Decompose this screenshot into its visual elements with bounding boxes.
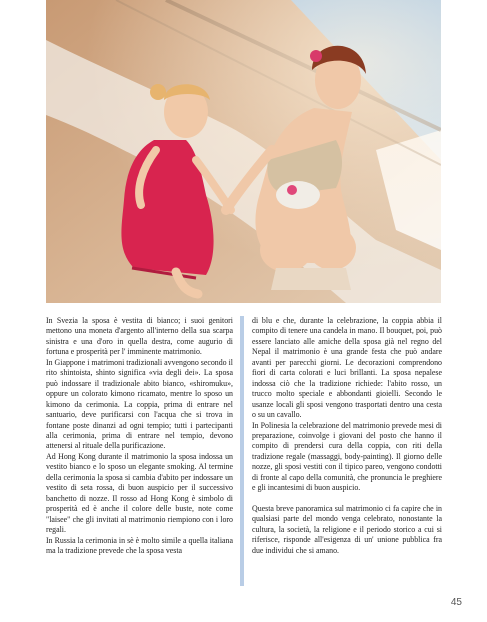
article-paragraph: In Russia la cerimonia in sè è molto simile a quella italiana ma la tradizione prevede che la sposa vesta: [46, 535, 233, 555]
article-column-left: [46, 316, 233, 556]
article-paragraph: In Polinesia la celebrazione del matrimonio prevede mesi di preparazione, coinvolge i giovani del posto che hanno il compito di prendersi cura della coppia, con riti della tradizione regale (massaggi, body-painting). Il giorno delle nozze, gli sposi vestiti con il tipico pareo, vengono condotti di fronte al capo della comunità, che pronuncia le preghiere e gli incantesimi di buon auspicio.: [252, 420, 442, 493]
page-number: 45: [450, 597, 462, 608]
article-paragraph: di blu e che, durante la celebrazione, la coppia abbia il compito di tenere una candela in mano. Il bouquet, poi, può essere lanciato alle amiche della sposa già nel regno del Nepal il matrimonio è una grande festa che può andare avanti per parecchi giorni. Le decorazioni comprendono fiori di carta colorati e luci brillanti. La sposa nepalese indossa ciò che la tradizione richiede: l'abito rosso, un trucco molto speciale e abbondanti gioielli. Secondo le usanze locali gli sposi vengono trasportati dentro una cesta o su un cavallo.: [252, 316, 442, 420]
photo: [46, 0, 441, 303]
photo-mother-daughter-beach: [46, 0, 441, 303]
article-paragraph: In Giappone i matrimoni tradizionali avvengono secondo il rito shintoista, shinto significa «via degli dei». La sposa può indossare il tradizionale abito bianco, «shiromuku», oppure un colorato kimono ricamato, mentre lo sposo un kimono da cerimonia. La coppia, prima di entrare nel santuario, deve purificarsi con l'acqua che si trova in fontane poste dinanzi ad ogni tempio; tutti i partecipanti alla cerimonia, prima di entrare nel tempio, devono attenersi al rituale della purificazione.: [46, 357, 233, 451]
article-paragraph: In Svezia la sposa è vestita di bianco; i suoi genitori mettono una moneta d'argento all'interno della sua scarpa sinistra e una d'oro in quella destra, come augurio di fortuna e prosperità per l' imminente matrimonio.: [46, 316, 233, 357]
article-column-right: [252, 316, 442, 556]
column-divider: [240, 316, 244, 586]
article-paragraph: Ad Hong Kong durante il matrimonio la sposa indossa un vestito bianco e lo sposo un elegante smoking. Al termine della cerimonia la sposa si cambia d'abito per indossare un vestito di seta rossa, di buon auspicio per il successivo banchetto di nozze. Il rosso ad Hong Kong è simbolo di prosperità ed è anche il colore delle buste, note come "laisee" che gli invitati al matrimonio riempiono con i loro regali.: [46, 451, 233, 535]
article-paragraph: Questa breve panoramica sul matrimonio ci fa capire che in qualsiasi parte del mondo venga celebrato, nonostante la cultura, la società, la religione e il periodo storico a cui si riferisce, risponde all'esigenza di un' unione pubblica fra due individui che si amano.: [252, 503, 442, 555]
